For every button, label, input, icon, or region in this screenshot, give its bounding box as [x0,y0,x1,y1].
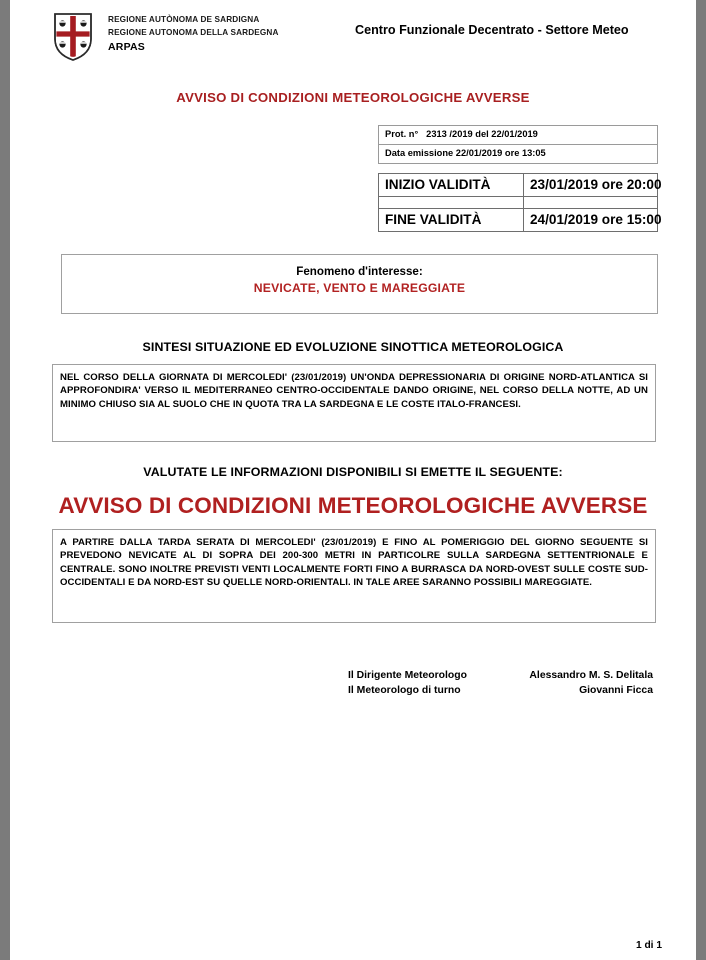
signature-block [10,669,696,698]
signature-role-duty-meteorologist: Il Meteorologo di turno [348,684,461,696]
table-row [379,209,658,232]
document-header [10,0,696,74]
validity-start-label: INIZIO VALIDITÀ [379,174,524,197]
org-acronym-arpas: ARPAS [108,41,145,53]
table-row [379,126,658,145]
metadata-tables [10,125,696,232]
synoptic-heading: SINTESI SITUAZIONE ED EVOLUZIONE SINOTTICA METEOROLOGICA [142,340,564,354]
phenomenon-value: NEVICATE, VENTO E MAREGGIATE [253,281,466,295]
table-row [379,174,658,197]
phenomenon-label: Fenomeno d'interesse: [296,265,423,278]
protocol-number-cell [379,126,658,145]
page-sheet [10,0,696,960]
org-name-sardinian: REGIONE AUTÒNOMA DE SARDIGNA [108,15,260,24]
page-title: AVVISO DI CONDIZIONI METEOROLOGICHE AVVERSE [176,90,530,105]
signature-names-column [529,669,653,698]
organization-names [108,11,279,54]
emission-date-cell: Data emissione 22/01/2019 ore 13:05 [379,145,658,164]
protocol-number-value: 2313 /2019 del 22/01/2019 [426,129,538,139]
warning-body-text: A PARTIRE DALLA TARDA SERATA DI MERCOLEDI' (23/01/2019) E FINO AL POMERIGGIO DEL GIORNO SEGUENTE SI PREVEDONO NEVICATE AL DI SOPRA DEI 200-300 METRI IN PARTICOLRE SULLA SARDEGNA SETTENTRIONALE E CENTRALE. SONO INOLTRE PREVISTI VENTI LOCALMENTE FORTI FINO A BURRASCA DA NORD-OVEST SULLE COSTE SUD-OCCIDENTALI E DA NORD-EST SU QUELLE NORD-ORIENTALI. IN TALE AREE SARANNO POSSIBILI MAREGGIATE. [60,537,648,589]
sardinia-four-moors-crest-icon [51,11,95,61]
org-name-italian: REGIONE AUTONOMA DELLA SARDEGNA [108,27,279,37]
protocol-number-label: Prot. n° [385,129,419,139]
signature-name-duty-meteorologist: Giovanni Ficca [579,684,653,696]
validity-spacer-right [524,197,658,209]
warning-heading: VALUTATE LE INFORMAZIONI DISPONIBILI SI EMETTE IL SEGUENTE: [143,465,563,479]
validity-end-value: 24/01/2019 ore 15:00 [524,209,658,232]
protocol-table [378,125,658,164]
signature-role-director: Il Dirigente Meteorologo [348,670,467,681]
table-row-spacer [379,197,658,209]
page-number-indicator: 1 di 1 [635,940,662,951]
validity-spacer-left [379,197,524,209]
synoptic-body-box [52,364,656,442]
signature-name-director: Alessandro M. S. Delitala [529,670,653,681]
warning-big-title: AVVISO DI CONDIZIONI METEOROLOGICHE AVVERSE [58,493,648,518]
validity-start-value: 23/01/2019 ore 20:00 [524,174,658,197]
signature-roles-column [348,669,467,698]
validity-end-label: FINE VALIDITÀ [379,209,524,232]
synoptic-body-text: NEL CORSO DELLA GIORNATA DI MERCOLEDI' (23/01/2019) UN'ONDA DEPRESSIONARIA DI ORIGINE NORD-ATLANTICA SI APPROFONDIRA' VERSO IL MEDITERRANEO CENTRO-OCCIDENTALE DANDO ORIGINE, NEL CORSO DELLA NOTTE, AD UN MINIMO CHIUSO SIA AL SUOLO CHE IN QUOTA TRA LA SARDEGNA E LE COSTE ITALO-FRANCESI. [60,372,648,410]
center-department-title: Centro Funzionale Decentrato - Settore Meteo [355,23,629,37]
organization-logo-block [51,11,279,61]
warning-body-box [52,529,656,623]
validity-table [378,173,662,232]
table-row [379,145,658,164]
phenomenon-box [61,254,658,314]
